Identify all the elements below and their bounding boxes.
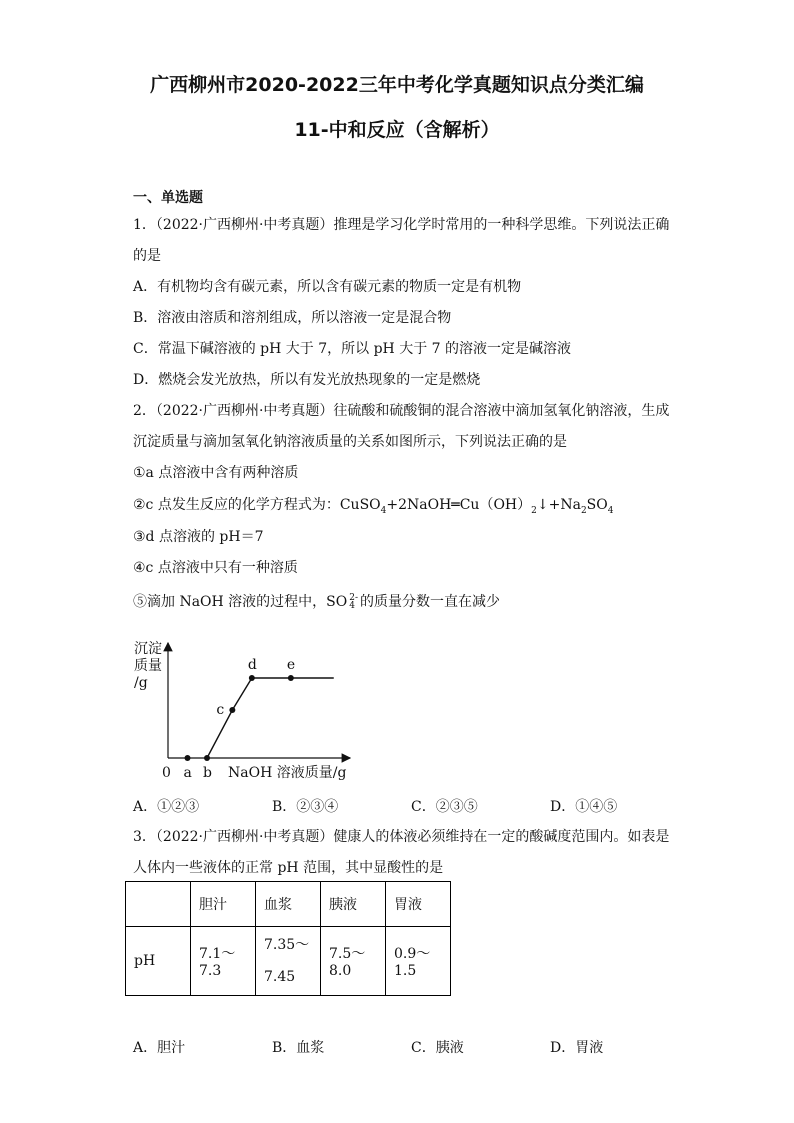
q2-option-c: C．②③⑤: [411, 799, 478, 815]
q2-option-a: A．①②③: [133, 799, 200, 815]
point-label-e: e: [286, 657, 296, 673]
point-label-b: b: [203, 765, 212, 781]
cell-bile: 7.1～7.3: [191, 927, 256, 996]
section-heading: 一、单选题: [133, 190, 203, 206]
table-header-empty: [126, 882, 191, 927]
q3-option-d: D．胃液: [550, 1040, 604, 1056]
q3-option-b: B．血浆: [272, 1040, 325, 1056]
q1-option-d: D．燃烧会发光放热，所以有发光放热现象的一定是燃烧: [133, 372, 481, 388]
point-label-c: c: [216, 702, 225, 718]
q2-option-d: D．①④⑤: [550, 799, 618, 815]
cell-plasma: 7.35～ 7.45: [256, 927, 321, 996]
q2-stem-line2: 沉淀质量与滴加氢氧化钠溶液质量的关系如图所示，下列说法正确的是: [133, 434, 567, 450]
q1-option-c: C．常温下碱溶液的 pH 大于 7，所以 pH 大于 7 的溶液一定是碱溶液: [133, 341, 572, 357]
x-axis-label: NaOH 溶液质量/g: [228, 765, 347, 781]
point-label-d: d: [247, 657, 257, 673]
q3-stem-line1: 3．（2022·广西柳州·中考真题）健康人的体液必须维持在一定的酸碱度范围内。如表是: [133, 829, 670, 845]
origin-label: 0: [162, 765, 171, 781]
point-a: [185, 755, 191, 761]
y-axis-label-3: /g: [134, 675, 148, 691]
q2-statement-3: ③d 点溶液的 pH＝7: [133, 529, 264, 545]
q2-statement-4: ④c 点溶液中只有一种溶质: [133, 560, 298, 576]
y-axis-label-2: 质量: [134, 658, 162, 674]
cell-pancreatic: 7.5～8.0: [321, 927, 386, 996]
table-header-pancreatic: 胰液: [321, 882, 386, 927]
precipitate-mass-chart: [128, 635, 358, 785]
q3-stem-line2: 人体内一些液体的正常 pH 范围，其中显酸性的是: [133, 860, 444, 876]
table-header-row: [126, 882, 451, 927]
table-header-plasma: 血浆: [256, 882, 321, 927]
table-row-label: pH: [126, 927, 191, 996]
cell-gastric: 0.9～1.5: [386, 927, 451, 996]
q2-statement-1: ①a 点溶液中含有两种溶质: [133, 465, 299, 481]
document-title-line2: 11-中和反应（含解析）: [294, 119, 500, 141]
q2-statement-2: ②c 点发生反应的化学方程式为：$CuSO_4+2NaOH═Cu(OH)_2↓+Na_2SO_4$: [133, 497, 614, 516]
point-label-a: a: [183, 765, 192, 781]
point-b: [204, 755, 210, 761]
document-title-line1: 广西柳州市2020-2022三年中考化学真题知识点分类汇编: [150, 74, 644, 96]
table-header-gastric: 胃液: [386, 882, 451, 927]
y-axis-label-1: 沉淀: [134, 641, 162, 657]
q1-stem-line2: 的是: [133, 248, 161, 264]
table-header-bile: 胆汁: [191, 882, 256, 927]
table-row: [126, 927, 451, 996]
ph-table: [125, 881, 451, 996]
q2-stem-line1: 2．（2022·广西柳州·中考真题）往硫酸和硫酸铜的混合溶液中滴加氢氧化钠溶液，生成: [133, 403, 670, 419]
q2-option-b: B．②③④: [272, 799, 339, 815]
point-d: [249, 675, 255, 681]
precipitate-line: [207, 678, 334, 758]
q3-option-a: A．胆汁: [133, 1040, 186, 1056]
q1-stem-line1: 1．（2022·广西柳州·中考真题）推理是学习化学时常用的一种科学思维。下列说法正确: [133, 217, 670, 233]
q3-option-c: C．胰液: [411, 1040, 464, 1056]
point-c: [229, 707, 235, 713]
q1-option-a: A．有机物均含有碳元素，所以含有碳元素的物质一定是有机物: [133, 279, 522, 295]
q1-option-b: B．溶液由溶质和溶剂组成，所以溶液一定是混合物: [133, 310, 452, 326]
point-e: [288, 675, 294, 681]
q2-statement-5: ⑤滴加 NaOH 溶液的过程中，SO 2- 4 的质量分数一直在减少: [133, 593, 501, 611]
